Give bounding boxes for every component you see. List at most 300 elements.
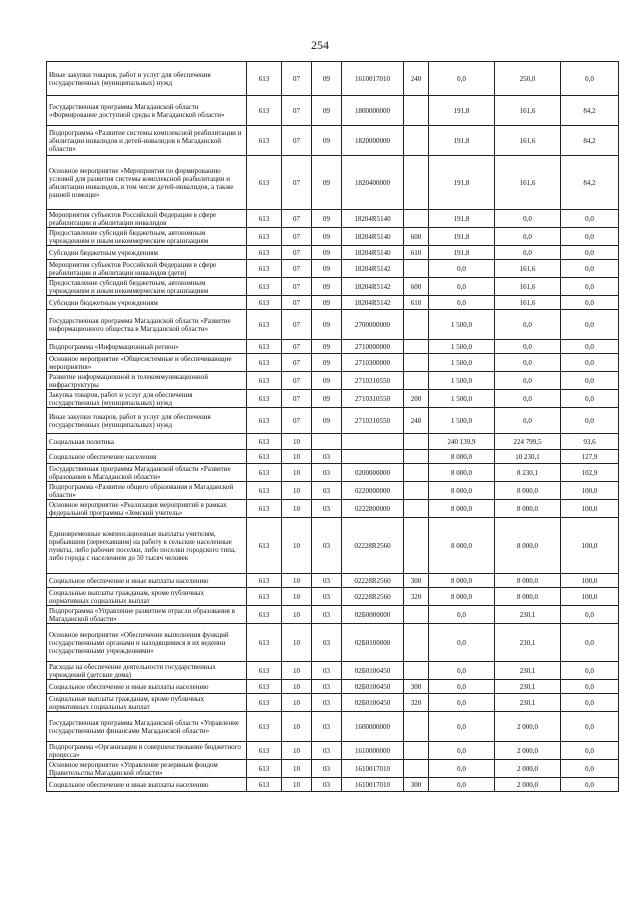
cell-plan: 0,0 xyxy=(429,778,495,792)
cell-vr: 300 xyxy=(404,680,429,694)
cell-rz: 10 xyxy=(282,680,312,694)
cell-exec: 230,1 xyxy=(495,606,561,624)
cell-vr xyxy=(404,482,429,500)
cell-plan: 0,0 xyxy=(429,712,495,742)
cell-plan: 0,0 xyxy=(429,260,495,278)
cell-pct: 0,0 xyxy=(561,712,619,742)
cell-pct: 84,2 xyxy=(561,126,619,156)
cell-gr: 613 xyxy=(247,354,282,372)
cell-pr: 03 xyxy=(312,500,342,518)
cell-name: Государственная программа Магаданской области «Развитие информационного общества в Магаданской области» xyxy=(47,310,247,340)
cell-vr xyxy=(404,742,429,760)
cell-plan: 0,0 xyxy=(429,606,495,624)
cell-exec: 161,6 xyxy=(495,296,561,310)
cell-exec: 8 230,1 xyxy=(495,464,561,482)
cell-vr xyxy=(404,518,429,574)
cell-rz: 10 xyxy=(282,574,312,588)
cell-exec: 161,6 xyxy=(495,278,561,296)
cell-gr: 613 xyxy=(247,296,282,310)
table-row xyxy=(47,500,619,518)
cell-name: Основное мероприятие «Обеспечение выполнения функций государственными органами и находящимися в их ведении государственными учреждениями» xyxy=(47,624,247,662)
table-row xyxy=(47,760,619,778)
cell-vr xyxy=(404,500,429,518)
cell-plan: 191,8 xyxy=(429,228,495,246)
cell-pr: 09 xyxy=(312,260,342,278)
cell-gr: 613 xyxy=(247,464,282,482)
cell-csr: 02Б0100000 xyxy=(342,624,404,662)
cell-plan: 191,8 xyxy=(429,96,495,126)
cell-exec: 230,1 xyxy=(495,662,561,680)
cell-vr xyxy=(404,340,429,354)
cell-csr: 1610000000 xyxy=(342,742,404,760)
table-row xyxy=(47,464,619,482)
cell-name: Социальное обеспечение и иные выплаты населению xyxy=(47,778,247,792)
cell-pr: 03 xyxy=(312,694,342,712)
table-row xyxy=(47,310,619,340)
cell-rz: 10 xyxy=(282,778,312,792)
table-row xyxy=(47,712,619,742)
cell-pct: 0,0 xyxy=(561,278,619,296)
cell-name: Предоставление субсидий бюджетным, автономным учреждениям и иным некоммерческим организациям xyxy=(47,228,247,246)
cell-exec: 8 000,0 xyxy=(495,588,561,606)
cell-csr: 18204R5140 xyxy=(342,228,404,246)
cell-name: Социальное обеспечение и иные выплаты населению xyxy=(47,680,247,694)
cell-gr: 613 xyxy=(247,228,282,246)
cell-rz: 10 xyxy=(282,450,312,464)
cell-pr: 09 xyxy=(312,126,342,156)
cell-gr: 613 xyxy=(247,340,282,354)
cell-plan: 8 000,0 xyxy=(429,574,495,588)
cell-csr: 18204R5140 xyxy=(342,246,404,260)
table-row xyxy=(47,296,619,310)
cell-pr: 09 xyxy=(312,62,342,96)
cell-rz: 07 xyxy=(282,278,312,296)
cell-pr: 03 xyxy=(312,482,342,500)
cell-pct: 93,6 xyxy=(561,434,619,450)
cell-gr: 613 xyxy=(247,742,282,760)
table-row xyxy=(47,588,619,606)
cell-pct: 0,0 xyxy=(561,390,619,408)
table-row xyxy=(47,482,619,500)
cell-exec: 161,6 xyxy=(495,126,561,156)
cell-name: Подпрограмма «Организация и совершенствование бюджетного процесса» xyxy=(47,742,247,760)
cell-pct: 84,2 xyxy=(561,96,619,126)
cell-gr: 613 xyxy=(247,246,282,260)
cell-vr xyxy=(404,126,429,156)
cell-gr: 613 xyxy=(247,126,282,156)
cell-vr xyxy=(404,434,429,450)
cell-rz: 10 xyxy=(282,588,312,606)
cell-name: Единовременные компенсационные выплаты учителям, прибывшим (переехавшим) на работу в сельские населенные пункты, либо рабочие поселки, либо поселки городского типа, либо города с населением до 50 тысяч человек xyxy=(47,518,247,574)
cell-csr: 1610017010 xyxy=(342,778,404,792)
cell-plan: 0,0 xyxy=(429,624,495,662)
cell-plan: 0,0 xyxy=(429,760,495,778)
cell-gr: 613 xyxy=(247,760,282,778)
cell-name: Расходы на обеспечение деятельности государственных учреждений (детские дома) xyxy=(47,662,247,680)
cell-gr: 613 xyxy=(247,260,282,278)
cell-pr: 03 xyxy=(312,680,342,694)
cell-rz: 07 xyxy=(282,340,312,354)
cell-exec: 0,0 xyxy=(495,408,561,434)
cell-pct: 0,0 xyxy=(561,624,619,662)
cell-rz: 07 xyxy=(282,228,312,246)
cell-csr: 1820400000 xyxy=(342,156,404,210)
cell-vr: 610 xyxy=(404,296,429,310)
cell-name: Развитие информационной и телекоммуникационной инфраструктуры xyxy=(47,372,247,390)
cell-name: Субсидии бюджетным учреждениям xyxy=(47,246,247,260)
cell-csr: 2710310550 xyxy=(342,372,404,390)
cell-gr: 613 xyxy=(247,450,282,464)
table-row xyxy=(47,372,619,390)
cell-vr xyxy=(404,662,429,680)
cell-gr: 613 xyxy=(247,662,282,680)
cell-vr xyxy=(404,372,429,390)
cell-rz: 10 xyxy=(282,712,312,742)
cell-vr: 200 xyxy=(404,390,429,408)
cell-pr: 09 xyxy=(312,246,342,260)
cell-pr: 09 xyxy=(312,372,342,390)
cell-pr: 03 xyxy=(312,606,342,624)
table-row xyxy=(47,260,619,278)
cell-gr: 613 xyxy=(247,694,282,712)
table-row xyxy=(47,210,619,228)
table-row xyxy=(47,228,619,246)
cell-gr: 613 xyxy=(247,500,282,518)
cell-plan: 191,8 xyxy=(429,126,495,156)
budget-table-body xyxy=(47,62,619,792)
cell-csr: 02228R2560 xyxy=(342,574,404,588)
cell-plan: 0,0 xyxy=(429,62,495,96)
cell-pct: 0,0 xyxy=(561,340,619,354)
cell-csr xyxy=(342,434,404,450)
cell-vr xyxy=(404,450,429,464)
cell-vr: 240 xyxy=(404,62,429,96)
cell-gr: 613 xyxy=(247,96,282,126)
cell-csr: 0222800000 xyxy=(342,500,404,518)
cell-pr: 03 xyxy=(312,450,342,464)
cell-plan: 0,0 xyxy=(429,694,495,712)
cell-csr: 2700000000 xyxy=(342,310,404,340)
cell-gr: 613 xyxy=(247,310,282,340)
cell-name: Мероприятия субъектов Российской Федерации в сфере реабилитации и абилитации инвалидов (дети) xyxy=(47,260,247,278)
cell-rz: 07 xyxy=(282,210,312,228)
cell-exec: 8 000,0 xyxy=(495,518,561,574)
table-row xyxy=(47,680,619,694)
table-row xyxy=(47,434,619,450)
cell-exec: 0,0 xyxy=(495,246,561,260)
cell-rz: 07 xyxy=(282,96,312,126)
cell-gr: 613 xyxy=(247,574,282,588)
cell-exec: 0,0 xyxy=(495,340,561,354)
cell-csr: 1600000000 xyxy=(342,712,404,742)
cell-vr: 300 xyxy=(404,574,429,588)
cell-pct: 0,0 xyxy=(561,62,619,96)
cell-gr: 613 xyxy=(247,408,282,434)
cell-exec: 0,0 xyxy=(495,354,561,372)
cell-vr xyxy=(404,354,429,372)
table-row xyxy=(47,340,619,354)
cell-plan: 1 500,0 xyxy=(429,310,495,340)
cell-pr: 03 xyxy=(312,742,342,760)
cell-csr: 1610017010 xyxy=(342,62,404,96)
cell-csr: 2710310550 xyxy=(342,408,404,434)
cell-plan: 8 000,0 xyxy=(429,500,495,518)
cell-rz: 10 xyxy=(282,434,312,450)
cell-plan: 0,0 xyxy=(429,680,495,694)
cell-exec: 2 000,0 xyxy=(495,778,561,792)
cell-vr xyxy=(404,712,429,742)
cell-gr: 613 xyxy=(247,278,282,296)
budget-table xyxy=(46,61,619,792)
cell-rz: 07 xyxy=(282,62,312,96)
cell-csr: 02228R2560 xyxy=(342,518,404,574)
cell-rz: 10 xyxy=(282,694,312,712)
cell-pct: 0,0 xyxy=(561,680,619,694)
cell-pct: 0,0 xyxy=(561,742,619,760)
cell-plan: 240 139,9 xyxy=(429,434,495,450)
cell-pct: 0,0 xyxy=(561,296,619,310)
cell-pct: 84,2 xyxy=(561,156,619,210)
cell-exec: 161,6 xyxy=(495,96,561,126)
cell-gr: 613 xyxy=(247,680,282,694)
cell-plan: 191,8 xyxy=(429,210,495,228)
cell-pr: 03 xyxy=(312,588,342,606)
table-row xyxy=(47,390,619,408)
cell-name: Основное мероприятие «Реализация мероприятий в рамках федеральной программы «Земский учитель» xyxy=(47,500,247,518)
cell-name: Подпрограмма «Информационный регион» xyxy=(47,340,247,354)
cell-pct: 0,0 xyxy=(561,210,619,228)
cell-exec: 0,0 xyxy=(495,210,561,228)
table-row xyxy=(47,354,619,372)
cell-rz: 07 xyxy=(282,246,312,260)
cell-csr: 1610017010 xyxy=(342,760,404,778)
cell-rz: 07 xyxy=(282,310,312,340)
table-row xyxy=(47,408,619,434)
cell-name: Государственная программа Магаданской области «Формирование доступной среды в Магаданской области» xyxy=(47,96,247,126)
cell-csr: 02228R2560 xyxy=(342,588,404,606)
cell-name: Государственная программа Магаданской области «Управление государственными финансами Магаданской области» xyxy=(47,712,247,742)
cell-csr: 0200000000 xyxy=(342,464,404,482)
cell-rz: 10 xyxy=(282,624,312,662)
cell-gr: 613 xyxy=(247,588,282,606)
cell-pr: 03 xyxy=(312,464,342,482)
cell-csr: 02Б0100450 xyxy=(342,694,404,712)
cell-gr: 613 xyxy=(247,482,282,500)
cell-exec: 2 000,0 xyxy=(495,712,561,742)
cell-plan: 1 500,0 xyxy=(429,354,495,372)
cell-gr: 613 xyxy=(247,156,282,210)
cell-pct: 0,0 xyxy=(561,408,619,434)
cell-exec: 161,6 xyxy=(495,156,561,210)
cell-csr: 2710000000 xyxy=(342,340,404,354)
cell-exec: 0,0 xyxy=(495,372,561,390)
cell-pct: 100,0 xyxy=(561,482,619,500)
cell-pct: 127,9 xyxy=(561,450,619,464)
cell-pr: 03 xyxy=(312,778,342,792)
cell-pct: 0,0 xyxy=(561,260,619,278)
cell-name: Иные закупки товаров, работ и услуг для обеспечения государственных (муниципальных) нужд xyxy=(47,408,247,434)
cell-vr xyxy=(404,156,429,210)
table-row xyxy=(47,246,619,260)
table-row xyxy=(47,96,619,126)
cell-vr: 300 xyxy=(404,778,429,792)
cell-pct: 0,0 xyxy=(561,246,619,260)
cell-plan: 8 000,0 xyxy=(429,588,495,606)
cell-vr xyxy=(404,96,429,126)
cell-gr: 613 xyxy=(247,372,282,390)
cell-vr: 600 xyxy=(404,278,429,296)
cell-csr: 02Б0000000 xyxy=(342,606,404,624)
cell-pr: 09 xyxy=(312,390,342,408)
cell-pr: 09 xyxy=(312,278,342,296)
cell-plan: 0,0 xyxy=(429,742,495,760)
cell-pr: 09 xyxy=(312,340,342,354)
cell-gr: 613 xyxy=(247,518,282,574)
cell-exec: 250,0 xyxy=(495,62,561,96)
cell-exec: 2 000,0 xyxy=(495,760,561,778)
cell-name: Социальные выплаты гражданам, кроме публичных нормативных социальных выплат xyxy=(47,588,247,606)
cell-csr: 2710300000 xyxy=(342,354,404,372)
cell-pr: 03 xyxy=(312,760,342,778)
cell-vr xyxy=(404,624,429,662)
cell-pr: 09 xyxy=(312,96,342,126)
cell-exec: 230,1 xyxy=(495,694,561,712)
cell-vr: 610 xyxy=(404,246,429,260)
cell-name: Мероприятия субъектов Российской Федерации в сфере реабилитации и абилитации инвалидов xyxy=(47,210,247,228)
cell-rz: 10 xyxy=(282,464,312,482)
cell-exec: 0,0 xyxy=(495,390,561,408)
cell-pr: 09 xyxy=(312,228,342,246)
cell-csr: 1800000000 xyxy=(342,96,404,126)
cell-plan: 0,0 xyxy=(429,278,495,296)
cell-pr: 09 xyxy=(312,296,342,310)
cell-csr xyxy=(342,450,404,464)
cell-vr: 600 xyxy=(404,228,429,246)
cell-csr: 0220000000 xyxy=(342,482,404,500)
table-row xyxy=(47,62,619,96)
cell-pct: 0,0 xyxy=(561,372,619,390)
cell-rz: 10 xyxy=(282,606,312,624)
cell-exec: 8 000,0 xyxy=(495,482,561,500)
cell-pr: 09 xyxy=(312,354,342,372)
cell-name: Социальное обеспечение и иные выплаты населению xyxy=(47,574,247,588)
cell-pr: 09 xyxy=(312,210,342,228)
cell-name: Социальная политика xyxy=(47,434,247,450)
cell-gr: 613 xyxy=(247,712,282,742)
cell-pct: 0,0 xyxy=(561,310,619,340)
cell-csr: 18204R5142 xyxy=(342,278,404,296)
cell-name: Иные закупки товаров, работ и услуг для обеспечения государственных (муниципальных) нужд xyxy=(47,62,247,96)
cell-vr xyxy=(404,760,429,778)
cell-pct: 0,0 xyxy=(561,606,619,624)
cell-plan: 191,8 xyxy=(429,156,495,210)
cell-rz: 10 xyxy=(282,742,312,760)
table-row xyxy=(47,126,619,156)
cell-rz: 10 xyxy=(282,482,312,500)
cell-gr: 613 xyxy=(247,624,282,662)
cell-rz: 10 xyxy=(282,760,312,778)
cell-name: Государственная программа Магаданской области «Развитие образования в Магаданской области» xyxy=(47,464,247,482)
cell-rz: 07 xyxy=(282,156,312,210)
cell-pr: 03 xyxy=(312,518,342,574)
cell-gr: 613 xyxy=(247,210,282,228)
cell-pct: 100,0 xyxy=(561,574,619,588)
cell-rz: 07 xyxy=(282,408,312,434)
cell-exec: 8 000,0 xyxy=(495,574,561,588)
cell-csr: 2710310550 xyxy=(342,390,404,408)
cell-rz: 07 xyxy=(282,126,312,156)
cell-pr: 09 xyxy=(312,310,342,340)
cell-gr: 613 xyxy=(247,434,282,450)
cell-rz: 07 xyxy=(282,390,312,408)
cell-exec: 230,1 xyxy=(495,680,561,694)
cell-plan: 8 000,0 xyxy=(429,450,495,464)
table-row xyxy=(47,778,619,792)
cell-exec: 10 230,1 xyxy=(495,450,561,464)
cell-pr: 09 xyxy=(312,156,342,210)
cell-plan: 8 000,0 xyxy=(429,518,495,574)
cell-pr: 09 xyxy=(312,408,342,434)
cell-name: Основное мероприятие «Общесистемные и обеспечивающие мероприятия» xyxy=(47,354,247,372)
cell-pr: 03 xyxy=(312,574,342,588)
cell-plan: 1 500,0 xyxy=(429,390,495,408)
cell-plan: 1 500,0 xyxy=(429,408,495,434)
cell-pr: 03 xyxy=(312,662,342,680)
table-row xyxy=(47,518,619,574)
cell-pct: 0,0 xyxy=(561,760,619,778)
table-row xyxy=(47,694,619,712)
table-row xyxy=(47,606,619,624)
cell-vr xyxy=(404,210,429,228)
cell-rz: 10 xyxy=(282,662,312,680)
cell-plan: 8 000,0 xyxy=(429,464,495,482)
cell-csr: 1820000000 xyxy=(342,126,404,156)
cell-pr: 03 xyxy=(312,624,342,662)
page-number: 254 xyxy=(311,38,329,52)
cell-pr xyxy=(312,434,342,450)
cell-plan: 0,0 xyxy=(429,662,495,680)
cell-exec: 0,0 xyxy=(495,310,561,340)
cell-rz: 07 xyxy=(282,372,312,390)
cell-gr: 613 xyxy=(247,62,282,96)
cell-gr: 613 xyxy=(247,778,282,792)
cell-exec: 161,6 xyxy=(495,260,561,278)
table-row xyxy=(47,450,619,464)
cell-rz: 07 xyxy=(282,260,312,278)
cell-rz: 07 xyxy=(282,354,312,372)
cell-name: Социальное обеспечение населения xyxy=(47,450,247,464)
cell-rz: 07 xyxy=(282,296,312,310)
cell-pr: 03 xyxy=(312,712,342,742)
table-row xyxy=(47,624,619,662)
cell-name: Подпрограмма «Развитие общего образования в Магаданской области» xyxy=(47,482,247,500)
cell-name: Подпрограмма «Управление развитием отрасли образования в Магаданской области» xyxy=(47,606,247,624)
cell-csr: 02Б0100450 xyxy=(342,662,404,680)
cell-vr xyxy=(404,260,429,278)
cell-name: Закупка товаров, работ и услуг для обеспечения государственных (муниципальных) нужд xyxy=(47,390,247,408)
cell-name: Подпрограмма «Развитие системы комплексной реабилитации и абилитации инвалидов и детей-инвалидов в Магаданской области» xyxy=(47,126,247,156)
table-row xyxy=(47,662,619,680)
cell-exec: 0,0 xyxy=(495,228,561,246)
table-row xyxy=(47,156,619,210)
cell-rz: 10 xyxy=(282,500,312,518)
cell-vr: 320 xyxy=(404,588,429,606)
cell-csr: 18204R5140 xyxy=(342,210,404,228)
cell-name: Предоставление субсидий бюджетным, автономным учреждениям и иным некоммерческим организациям xyxy=(47,278,247,296)
cell-vr xyxy=(404,310,429,340)
cell-plan: 0,0 xyxy=(429,296,495,310)
cell-pct: 0,0 xyxy=(561,694,619,712)
